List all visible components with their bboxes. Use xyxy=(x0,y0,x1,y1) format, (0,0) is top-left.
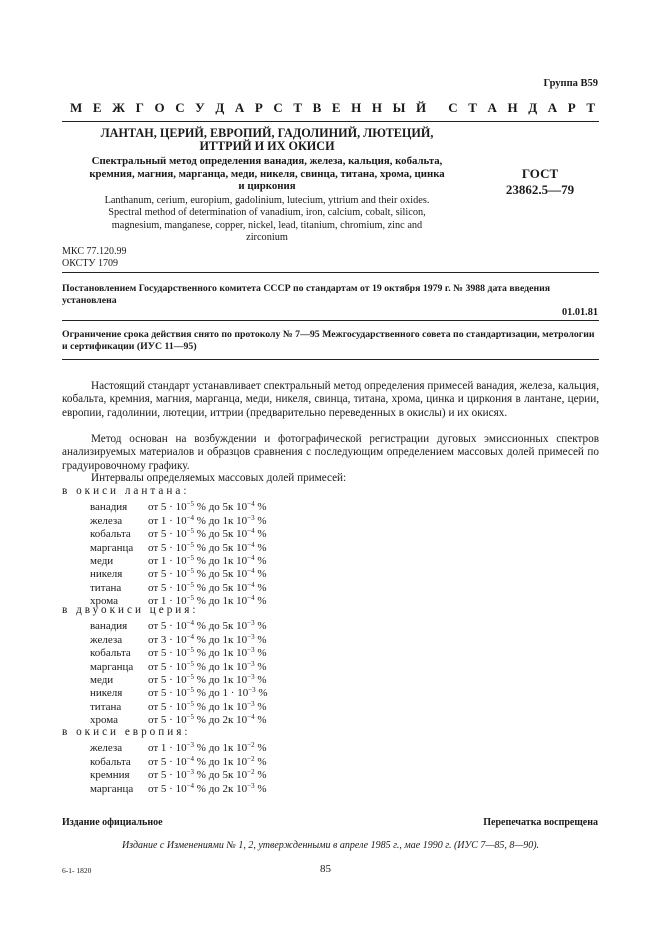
gost-designation xyxy=(485,166,595,198)
limit-text: Ограничение срока действия снято по протоколу № 7—95 Межгосударственного совета по стандартизации, метрологии и сертификации (ИУС 11—95) xyxy=(62,329,595,352)
concentration-range: от $5 \cdot 10^{-5}$ % до 5к $10^{-4}$ % xyxy=(148,527,267,541)
concentration-range: от $5 \cdot 10^{-4}$ % до 1к $10^{-2}$ % xyxy=(148,754,267,768)
element-name: хрома xyxy=(90,714,119,727)
limit-rule xyxy=(62,359,599,360)
element-name: меди xyxy=(90,674,114,686)
concentration-range: от $5 \cdot 10^{-5}$ % до 1к $10^{-3}$ % xyxy=(148,699,267,713)
concentration-range: от $5 \cdot 10^{-4}$ % до 5к $10^{-3}$ % xyxy=(148,619,267,633)
element-name: никеля xyxy=(90,687,123,700)
okstu-code: ОКСТУ 1709 xyxy=(62,257,119,269)
concentration-range: от $5 \cdot 10^{-5}$ % до 5к $10^{-4}$ % xyxy=(148,580,267,594)
english-title-line: Spectral method of determination of vanadium, iron, calcium, cobalt, silicon, xyxy=(108,207,426,219)
concentration-range: от $1 \cdot 10^{-4}$ % до 1к $10^{-3}$ % xyxy=(148,513,267,527)
interval-row xyxy=(90,539,267,552)
banner-letter: Т xyxy=(293,100,303,115)
element-name: железа xyxy=(90,514,123,527)
group-code: Группа В59 xyxy=(543,78,598,89)
element-name: марганца xyxy=(90,541,134,554)
concentration-range: от $5 \cdot 10^{-5}$ % до 1к $10^{-3}$ % xyxy=(148,659,267,673)
element-name: ванадия xyxy=(90,501,128,514)
element-name: кремния xyxy=(90,769,130,782)
banner-letter: Д xyxy=(215,100,225,115)
edition-official: Издание официальное xyxy=(62,817,163,828)
banner-letter: В xyxy=(312,100,322,115)
banner-letter: С xyxy=(175,100,185,115)
concentration-range: от $5 \cdot 10^{-5}$ % до 2к $10^{-4}$ % xyxy=(148,713,267,727)
interval-row xyxy=(90,753,267,766)
banner-letter: Н xyxy=(507,100,518,115)
concentration-range: от $5 \cdot 10^{-3}$ % до 5к $10^{-2}$ % xyxy=(148,768,267,782)
banner-letter: А xyxy=(547,100,558,115)
subtitle-line: и циркония xyxy=(238,180,296,192)
element-name: никеля xyxy=(90,568,123,581)
gost-label: ГОСТ xyxy=(521,166,559,181)
decree-text: Постановлением Государственного комитета СССР по стандартам от 19 октября 1979 г. № 3988 дата введения установлена xyxy=(62,283,551,306)
banner-letter: Ы xyxy=(392,100,406,115)
interval-row xyxy=(90,617,267,633)
interval-group-heading: в окиси европия: xyxy=(62,726,191,738)
concentration-range: от $1 \cdot 10^{-3}$ % до 1к $10^{-2}$ % xyxy=(148,741,267,755)
element-name: ванадия xyxy=(90,620,128,633)
concentration-range: от $3 \cdot 10^{-4}$ % до 1к $10^{-3}$ % xyxy=(148,632,267,646)
interval-row xyxy=(90,498,267,514)
banner-right xyxy=(448,100,595,116)
amendments-note: Издание с Изменениями № 1, 2, утвержденными в апреле 1985 г., мае 1990 г. (ИУС 7—85, 8—90). xyxy=(121,840,540,851)
element-name: железа xyxy=(90,633,123,646)
paragraph-intervals: Интервалы определяемых массовых долей примесей: xyxy=(91,472,347,484)
banner-left xyxy=(70,100,426,116)
banner-letter: Е xyxy=(92,100,102,115)
concentration-range: от $5 \cdot 10^{-5}$ % до 5к $10^{-4}$ % xyxy=(148,567,267,581)
interval-row xyxy=(90,780,267,793)
banner-letter: Н xyxy=(351,100,362,115)
element-name: кобальта xyxy=(90,647,131,660)
english-title xyxy=(62,195,472,244)
banner-letter: М xyxy=(70,100,83,115)
element-name: железа xyxy=(90,742,123,755)
gost-number: 23862.5—79 xyxy=(505,182,575,197)
interval-row xyxy=(90,739,267,755)
interval-row xyxy=(90,698,267,711)
interval-row xyxy=(90,711,267,727)
banner-letter: Р xyxy=(254,100,263,115)
concentration-range: от $1 \cdot 10^{-5}$ % до 1к $10^{-4}$ % xyxy=(148,594,267,608)
subtitle-line: кремния, магния, марганца, меди, никеля, свинца, титана, хрома, цинка xyxy=(89,167,445,180)
banner-letter: О xyxy=(154,100,165,115)
classification-codes xyxy=(62,246,126,269)
interval-row xyxy=(90,512,267,525)
element-name: меди xyxy=(90,555,114,567)
english-title-line: zirconium xyxy=(246,231,288,243)
banner-letter: Т xyxy=(586,100,595,115)
paragraph-method: Метод основан на возбуждении и фотографической регистрации дуговых эмиссионных спектров анализируемых материалов и образцов сравнения с последующим определением массовых долей примесей по градуировочному графику. xyxy=(62,433,599,472)
interval-row xyxy=(90,766,267,782)
interval-group-heading: в окиси лантана: xyxy=(62,485,190,497)
interval-row xyxy=(90,644,267,660)
element-name: марганца xyxy=(90,660,134,673)
banner-letter: С xyxy=(273,100,283,115)
interval-row xyxy=(90,684,268,700)
element-name: титана xyxy=(90,700,122,713)
element-name: марганца xyxy=(90,782,134,795)
concentration-range: от $5 \cdot 10^{-5}$ % до 5к $10^{-4}$ % xyxy=(148,500,267,514)
banner-letter: Д xyxy=(528,100,538,115)
element-name: титана xyxy=(90,581,122,594)
banner-letter: С xyxy=(448,100,458,115)
banner-letter: Н xyxy=(371,100,383,115)
introduction-date: 01.01.81 xyxy=(561,307,598,318)
element-name: хрома xyxy=(90,595,119,608)
banner-letter: Й xyxy=(415,100,427,115)
banner-letter: Р xyxy=(567,100,576,115)
banner-letter: Ж xyxy=(112,100,125,115)
banner-letter: А xyxy=(487,100,497,115)
concentration-range: от $5 \cdot 10^{-5}$ % до 5к $10^{-4}$ % xyxy=(148,540,267,554)
standard-banner xyxy=(70,100,595,116)
interval-row xyxy=(90,579,267,592)
title-line: ИТТРИЙ И ИХ ОКИСИ xyxy=(199,139,335,153)
interval-row xyxy=(90,671,267,684)
banner-letter: У xyxy=(195,100,205,115)
document-title xyxy=(62,127,472,153)
page-number: 85 xyxy=(320,863,331,875)
interval-row xyxy=(90,565,267,581)
banner-letter: Т xyxy=(468,100,477,115)
interval-row xyxy=(90,525,267,541)
concentration-range: от $5 \cdot 10^{-4}$ % до 2к $10^{-3}$ % xyxy=(148,781,267,795)
date-rule xyxy=(62,320,599,321)
banner-letter: Е xyxy=(331,100,341,115)
header-rule xyxy=(62,121,599,122)
element-name: кобальта xyxy=(90,528,131,541)
interval-group-heading: в двуокиси церия: xyxy=(62,604,199,616)
english-title-line: magnesium, manganese, copper, nickel, lead, titanium, chromium, zinc and xyxy=(111,219,423,231)
mks-code: МКС 77.120.99 xyxy=(62,246,127,257)
banner-letter: А xyxy=(234,100,245,115)
paragraph-scope: Настоящий стандарт устанавливает спектральный метод определения примесей ванадия, железа, кальция, кобальта, кремния, магния, марганца, меди, никеля, свинца, титана, хрома, цинка и циркония в лантане, церии, европии, гадолинии, лютеции, иттрии (предварительно переведенных в окислы) и их окисях. xyxy=(62,380,599,419)
concentration-range: от $5 \cdot 10^{-5}$ % до 1к $10^{-3}$ % xyxy=(148,646,267,660)
concentration-range: от $5 \cdot 10^{-5}$ % до $1 \cdot 10^{-3}$ % xyxy=(148,686,268,700)
interval-row xyxy=(90,631,267,644)
codes-rule xyxy=(62,272,599,273)
subtitle-line: Спектральный метод определения ванадия, железа, кальция, кобальта, xyxy=(91,155,443,167)
interval-row xyxy=(90,552,267,565)
title-line: ЛАНТАН, ЦЕРИЙ, ЕВРОПИЙ, ГАДОЛИНИЙ, ЛЮТЕЦИЙ, xyxy=(100,126,434,140)
interval-row xyxy=(90,658,267,671)
reprint-prohibited: Перепечатка воспрещена xyxy=(483,817,598,828)
document-subtitle xyxy=(62,155,472,193)
banner-letter: Г xyxy=(135,100,144,115)
element-name: кобальта xyxy=(90,755,131,768)
concentration-range: от $5 \cdot 10^{-5}$ % до 1к $10^{-3}$ % xyxy=(148,673,267,686)
english-title-line: Lanthanum, cerium, europium, gadolinium, lutecium, yttrium and their oxides. xyxy=(104,195,430,206)
print-code: 6-1- 1820 xyxy=(62,866,92,875)
concentration-range: от $1 \cdot 10^{-5}$ % до 1к $10^{-4}$ % xyxy=(148,554,267,567)
